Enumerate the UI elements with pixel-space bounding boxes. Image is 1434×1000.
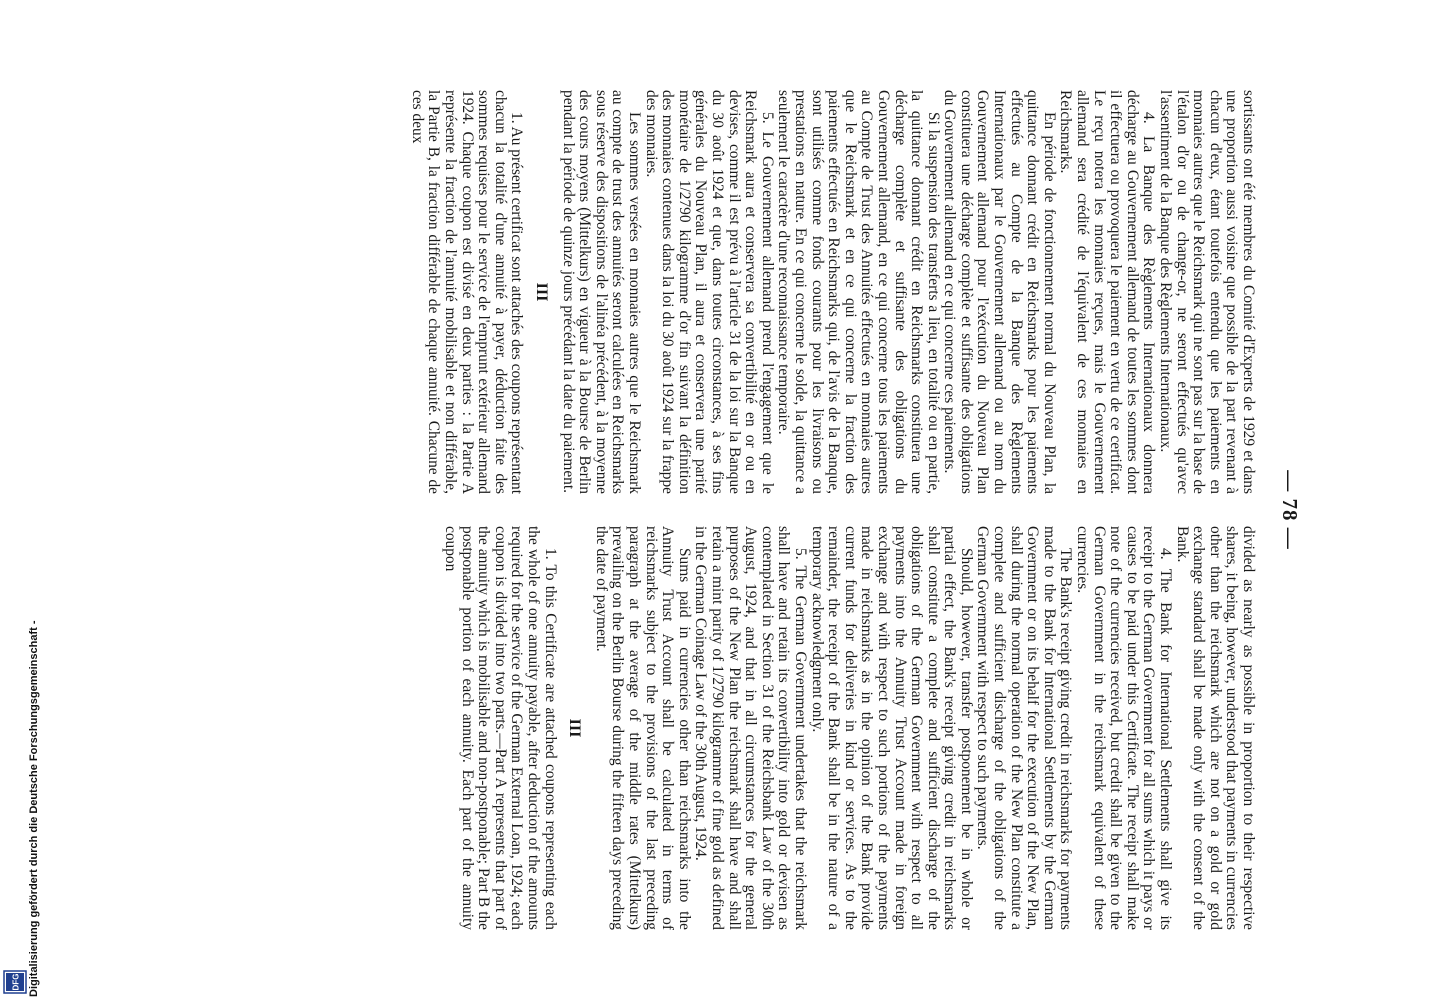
- english-section-paragraph: 1. To this Certificate are attached coupons representing each the whole of one annuity payable, after deduction of the amounts required for the service of the German External Loan, 1924; each coupon is divided into two parts.—Part A represents that part of the annuity which is mobilisable and non-postponable; Part B the postponable portion of each annuity. Each part of the annuity coupon: [442, 526, 559, 930]
- french-paragraph-5: 5. Le Gouvernement allemand prend l'engagement que le Reichsmark aura et conservera sa convertibilité en or ou en devises, comme il est prévu à l'article 31 de la loi sur la Banque du 30 août 1924 et que, dans toutes circonstances, à ses fins générales du Nouveau Plan, il aura et conservera une parité monétaire de 1/2790 kilogramme d'or fin suivant la définition des monnaies contenues dans la loi du 30 août 1924 sur la frappe des monnaies.: [642, 90, 776, 494]
- english-paragraph-3: The Bank's receipt giving credit in reichsmarks for payments made to the Bank for International Settlements by the German Government or on its behalf for the execution of the New Plan, shall during the normal operation of the New Plan constitute a complete and sufficient discharge of the obligations of the German Government with respect to such payments.: [974, 526, 1075, 930]
- english-section-heading: III: [566, 718, 584, 738]
- english-column: [442, 526, 1257, 930]
- french-paragraph-2: 4. La Banque des Règlements Internationaux donnera décharge au Gouvernement allemand de toutes les sommes dont il effectuera ou provoquera le paiement en vertu de ce certificat. Le reçu notera les monnaies reçues, mais le Gouvernement allemand sera crédité de l'équivalent de ces monnaies en Reichsmarks.: [1057, 90, 1158, 494]
- english-paragraph-4: Should, however, transfer postponement be in whole or partial effect, the Bank's receipt giving credit in reichsmarks shall constitute a complete and sufficient discharge of the obligations of the German Government with respect to all payments into the Annuity Trust Account made in foreign exchange and with respect to such portions of the payments made in reichsmarks as in the opinion of the Bank provide current funds for deliveries in kind or services. As to the remainder, the receipt of the Bank shall be in the nature of a temporary acknowledgment only.: [808, 526, 975, 930]
- english-paragraph-2: 4. The Bank for International Settlements shall give its receipt to the German Government for all sums which it pays or causes to be paid under this Certificate. The receipt shall make note of the currencies received, but credit shall be given to the German Government in the reichsmark equivalent of these currencies.: [1074, 526, 1175, 930]
- document-page: [122, 90, 1302, 930]
- french-paragraph-6: Les sommes versées en monnaies autres que le Reichsmark au compte de trust des annuités seront calculées en Reichsmarks sous réserve des dispositions de l'alinéa précédent, à la moyenne des cours moyens (Mittelkurs) en vigueur à la Bourse de Berlin pendant la période de quinze jours précédant la date du paiement.: [559, 90, 644, 494]
- english-paragraph-1: divided as nearly as possible in proportion to their respective shares, it being, however, understood that payments in currencies other than the reichsmark which are not on a gold or gold exchange standard shall be made only with the consent of the Bank.: [1173, 526, 1257, 930]
- dfg-logo-label: DFG: [11, 973, 21, 991]
- french-section-paragraph: 1. Au présent certificat sont attachés des coupons représentant chacun la totalité d'une annuité à payer, déduction faite des sommes requises pour le service de l'emprunt extérieur allemand 1924. Chaque coupon est divisé en deux parties : la Partie A représente la fraction de l'annuité mobilisable et non différable, la Partie B, la fraction différable de chaque annuité. Chacune de ces deux: [408, 90, 526, 494]
- english-paragraph-6: Sums paid in currencies other than reichsmarks into the Annuity Trust Account shall be calculated in terms of reichsmarks subject to the provisions of the last preceding paragraph at the average of the middle rates (Mittelkurs) prevailing on the Berlin Bourse during the fifteen days preceding the date of payment.: [592, 526, 693, 930]
- french-section-heading: III: [533, 282, 551, 302]
- french-paragraph-3: En période de fonctionnement normal du Nouveau Plan, la quittance donnant crédit en Reichsmarks pour les paiements effectués au Compte de la Banque des Règlements Internationaux par le Gouvernement allemand ou au nom du Gouvernement allemand pour l'exécution du Nouveau Plan constituera une décharge complète et suffisante des obligations du Gouvernement allemand en ce qui concerne ces paiements.: [941, 90, 1058, 494]
- page-number: — 78 —: [1278, 470, 1302, 550]
- english-paragraph-5: 5. The German Government undertakes that the reichsmark shall have and retain its convertibility into gold or devisen as contemplated in Section 31 of the Reichsbank Law of the 30th August, 1924, and that in all circumstances for the general purposes of the New Plan the reichsmark shall have and shall retain a mint parity of 1/2790 kilogramme of fine gold as defined in the German Coinage Law of the 30th August, 1924.: [692, 526, 809, 930]
- french-paragraph-4: Si la suspension des transferts a lieu, en totalité ou en partie, la quittance donnant crédit en Reichsmarks constituera une décharge complète et suffisante des obligations du Gouvernement allemand, en ce qui concerne tous les paiements au Compte de Trust des Annuités effectués en monnaies autres que le Reichsmark et en ce qui concerne la fraction des paiements effectués en Reichsmarks qui, de l'avis de la Banque, sont utilisés comme fonds courants pour les livraisons ou prestations en nature. En ce qui concerne le solde, la quittance a seulement le caractère d'une reconnaissance temporaire.: [775, 90, 942, 494]
- french-column: [408, 90, 1256, 494]
- french-paragraph-1: sortissants ont été membres du Comité d'Experts de 1929 et dans une proportion aussi voisine que possible de la part revenant à chacun d'eux, étant toutefois entendu que les paiements en monnaies autres que le Reichsmark qui ne sont pas sur la base de l'étalon d'or ou de change-or, ne seront effectués qu'avec l'assentiment de la Banque des Règlements Internationaux.: [1157, 90, 1257, 494]
- dfg-logo: [3, 970, 27, 994]
- digitization-credit: Digitalisierung gefördert durch die Deutsche Forschungsgemeinschaft -: [28, 620, 40, 997]
